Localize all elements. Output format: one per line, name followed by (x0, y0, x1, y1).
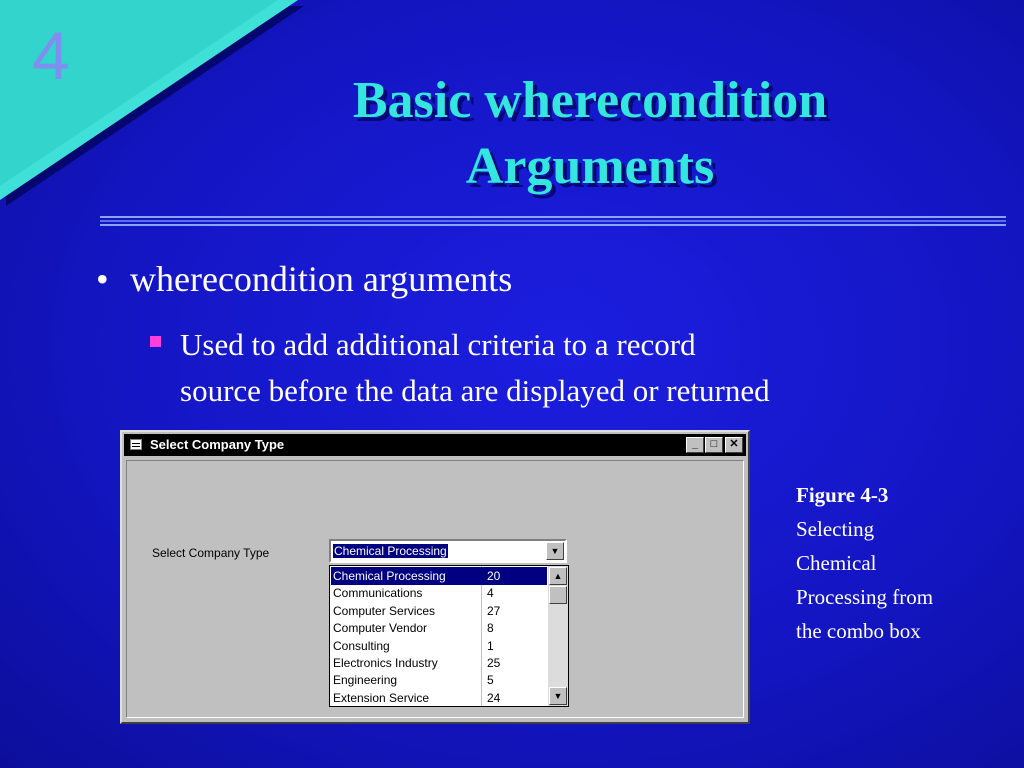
company-type-label: Select Company Type (152, 546, 270, 560)
maximize-button[interactable]: □ (705, 437, 723, 453)
figure-description: Selecting Chemical Processing from the combo box (796, 517, 934, 643)
company-type-name: Electronics Industry (333, 656, 438, 670)
company-type-count: 1 (487, 638, 494, 653)
company-type-count: 24 (487, 690, 501, 705)
list-item[interactable] (331, 619, 547, 637)
window-title: Select Company Type (150, 437, 285, 452)
company-type-name: Consulting (333, 638, 390, 653)
company-type-name: Chemical Processing (333, 569, 446, 583)
company-type-name: Extension Service (333, 690, 430, 705)
slide-title-line-1: Basic wherecondition (352, 72, 828, 129)
company-type-count: 4 (487, 586, 494, 601)
list-item[interactable] (331, 671, 547, 689)
company-type-name: Computer Services (333, 603, 436, 618)
minimize-button[interactable]: _ (686, 437, 704, 453)
slide-title (250, 68, 930, 200)
list-item[interactable] (331, 602, 547, 620)
list-item[interactable] (331, 689, 547, 707)
form-icon (130, 439, 142, 450)
company-type-count: 25 (487, 656, 501, 670)
scrollbar-thumb[interactable] (549, 586, 567, 604)
chapter-number: 4 (32, 18, 70, 94)
figure-number: Figure 4-3 (796, 483, 889, 507)
window-titlebar[interactable] (124, 434, 746, 456)
select-company-type-window (120, 430, 750, 724)
list-item[interactable] (331, 584, 547, 602)
company-type-name: Communications (333, 586, 423, 601)
title-divider (100, 216, 1006, 226)
company-type-dropdown-list[interactable] (329, 565, 569, 707)
square-bullet-icon (150, 336, 161, 347)
dropdown-arrow-icon[interactable]: ▼ (546, 542, 564, 560)
company-type-count: 5 (487, 673, 494, 688)
company-type-name: Engineering (333, 673, 398, 688)
scroll-down-icon[interactable]: ▼ (549, 687, 567, 705)
list-item[interactable] (331, 654, 547, 672)
slide-title-line-2: Arguments (465, 138, 715, 195)
bullet-1-text: wherecondition arguments (130, 259, 513, 299)
bullet-dot-icon: • (96, 259, 109, 299)
sub-bullet-line-2: source before the data are displayed or returned (180, 373, 770, 408)
company-type-count: 8 (487, 621, 494, 636)
bullet-wherecondition (96, 258, 512, 300)
combo-box-value[interactable]: Chemical Processing (334, 544, 447, 558)
sub-bullet-definition (150, 322, 770, 414)
company-type-combo-box[interactable] (329, 539, 567, 563)
close-button[interactable]: ✕ (725, 437, 743, 453)
company-type-count: 20 (487, 569, 501, 583)
company-type-name: Computer Vendor (333, 621, 428, 636)
list-item[interactable] (331, 637, 547, 655)
vertical-scrollbar[interactable] (548, 566, 568, 706)
scroll-up-icon[interactable]: ▲ (549, 567, 567, 585)
sub-bullet-line-1: Used to add additional criteria to a record (180, 327, 696, 362)
figure-caption (796, 478, 996, 648)
company-type-count: 27 (487, 603, 501, 618)
list-item[interactable] (331, 567, 547, 585)
